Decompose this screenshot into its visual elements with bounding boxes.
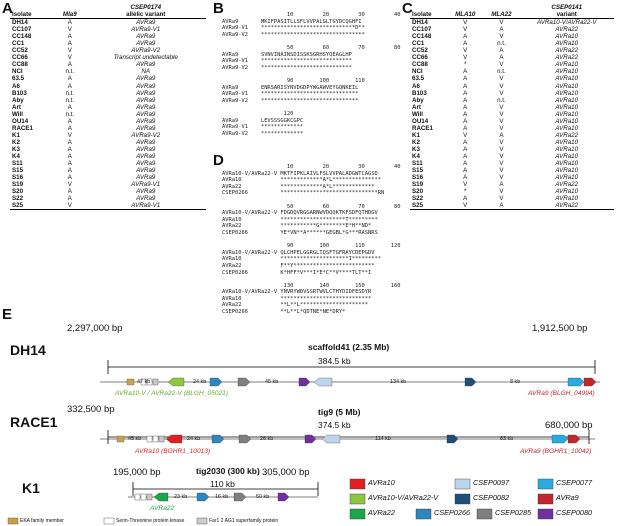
- mla10-cell: A: [463, 160, 468, 168]
- mla9-cell: A: [67, 117, 72, 125]
- dh14-left-bp: 2,297,000 bp: [67, 323, 123, 334]
- dh14-gap-2: 24 kb: [193, 379, 207, 385]
- isolate-cell: RACE1: [412, 124, 433, 132]
- isolate-cell: S19: [12, 181, 24, 189]
- variant-cell: AVRa22: [555, 26, 579, 34]
- isolate-cell: S15: [412, 167, 424, 175]
- mla10-cell: V: [463, 19, 468, 27]
- isolate-cell: CC66: [412, 54, 428, 62]
- variant-cell: AVRa9: [136, 117, 156, 125]
- mla22-cell: V: [499, 195, 504, 203]
- mla10-cell: A: [463, 167, 468, 175]
- variant-cell: AVRa9: [136, 19, 156, 27]
- mla22-cell: A: [483, 202, 519, 210]
- mla9-cell: A: [67, 145, 72, 153]
- isolate-cell: Art: [12, 103, 21, 111]
- mla22-cell: A: [499, 26, 504, 34]
- variant-cell: AVRa9: [136, 61, 156, 69]
- race1-scaffold: tig9 (5 Mb): [318, 407, 361, 417]
- panel-letter-e: E: [2, 306, 13, 323]
- variant-cell: AVRa9: [136, 40, 156, 48]
- isolate-cell: Art: [412, 103, 421, 111]
- isolate-cell: B103: [412, 89, 427, 97]
- legend-label: CSEP0266: [434, 508, 471, 517]
- legend-label: CSEP0080: [556, 508, 593, 517]
- variant-cell: AVRa10: [555, 110, 579, 118]
- dh14-eka-icon: [127, 379, 134, 385]
- k1-avra22-gene-icon: [154, 493, 168, 501]
- legend-swatch: [416, 509, 431, 519]
- isolate-cell: CC52: [12, 47, 28, 55]
- legend-swatch: [455, 479, 470, 489]
- mla10-cell: V: [463, 131, 468, 139]
- dh14-csep0285-gene-icon: [238, 378, 250, 386]
- mla10-cell: *: [464, 61, 467, 69]
- mla9-cell: V: [67, 131, 72, 139]
- legend-small-swatch: [104, 518, 114, 524]
- mla9-cell: A: [67, 124, 72, 132]
- k1-csep0080-gene-icon: [278, 493, 289, 501]
- variant-cell: AVRa9-V1: [86, 202, 207, 210]
- panel-letter-d: D: [213, 152, 224, 169]
- race1-right-bp: 680,000 bp: [545, 420, 593, 431]
- mla10-cell: A: [463, 110, 468, 118]
- isolate-cell: K1: [12, 131, 20, 139]
- race1-far1-icon: [159, 436, 164, 442]
- dh14-right-bp: 1,912,500 bp: [532, 323, 588, 334]
- table-a-header-mla9: Mla9: [54, 4, 85, 19]
- mla9-cell: n.t.: [65, 96, 75, 104]
- variant-cell: AVRa22: [519, 202, 614, 210]
- mla22-cell: V: [499, 152, 504, 160]
- dh14-span: 384.5 kb: [318, 356, 351, 366]
- isolate-cell: CC148: [412, 33, 432, 41]
- mla22-cell: n.t.: [497, 96, 506, 104]
- mla22-cell: V: [499, 145, 504, 153]
- race1-label-left: AVRa10 (BGHR1_10013): [135, 448, 211, 455]
- mla10-cell: A: [463, 195, 468, 203]
- mla22-cell: V: [499, 160, 504, 168]
- variant-cell: AVRa10: [555, 96, 579, 104]
- isolate-cell: S22: [412, 195, 424, 203]
- mla22-cell: V: [499, 167, 504, 175]
- isolate-cell: Will: [12, 110, 23, 118]
- k1-gap-2: 16 kb: [215, 494, 229, 500]
- mla22-cell: V: [499, 117, 504, 125]
- isolate-cell: CC107: [412, 26, 432, 34]
- mla10-cell: *: [464, 188, 467, 196]
- mla10-cell: A: [463, 40, 468, 48]
- isolate-cell: Aby: [412, 96, 424, 104]
- variant-cell: AVRa9: [136, 124, 156, 132]
- mla9-cell: A: [67, 19, 72, 27]
- variant-cell: AVRa9: [136, 33, 156, 41]
- race1-kinase-icon: [153, 436, 158, 442]
- mla9-cell: V: [67, 181, 72, 189]
- mla10-cell: A: [463, 82, 468, 90]
- race1-csep0077-gene-icon: [552, 435, 568, 443]
- mla9-cell: V: [67, 26, 72, 34]
- legend-swatch: [350, 509, 365, 519]
- isolate-cell: CC148: [12, 33, 32, 41]
- mla10-cell: V: [447, 202, 483, 210]
- k1-kinase-icon: [135, 494, 140, 500]
- isolate-cell: Will: [412, 110, 423, 118]
- variant-cell: AVRa9: [136, 103, 156, 111]
- dh14-csep0266-gene-icon: [210, 378, 222, 386]
- race1-gap-5: 83 kb: [500, 436, 514, 442]
- variant-cell: AVRa9-V1: [131, 181, 161, 189]
- k1-gap-1: 23 kb: [174, 494, 188, 500]
- race1-csep0097-gene-icon: [322, 435, 340, 443]
- mla10-cell: A: [463, 124, 468, 132]
- legend-swatch: [477, 509, 492, 519]
- dh14-gap-3: 45 kb: [265, 379, 279, 385]
- race1-title: RACE1: [10, 414, 58, 430]
- variant-cell: AVRa9: [136, 167, 156, 175]
- variant-cell: AVRa9: [136, 89, 156, 97]
- mla9-cell: A: [67, 61, 72, 69]
- mla22-cell: V: [499, 19, 504, 27]
- isolate-cell: 63.5: [412, 75, 425, 83]
- race1-csep0266-gene-icon: [212, 435, 224, 443]
- isolate-cell: K3: [12, 145, 20, 153]
- variant-cell: AVRa10: [555, 40, 579, 48]
- mla22-cell: V: [499, 82, 504, 90]
- mla9-cell: V: [67, 47, 72, 55]
- table-c-header-csep: CSEP0141: [551, 4, 583, 11]
- legend-label: AVRa10: [368, 478, 395, 487]
- mla10-cell: A: [463, 174, 468, 182]
- isolate-cell: K2: [12, 138, 20, 146]
- isolate-cell: S25: [410, 202, 447, 210]
- isolate-cell: K3: [412, 145, 420, 153]
- mla10-cell: A: [463, 75, 468, 83]
- mla9-cell: n.t.: [65, 68, 75, 76]
- variant-cell: AVRa9: [136, 138, 156, 146]
- isolate-cell: K4: [412, 152, 420, 160]
- variant-cell: AVRa10: [555, 82, 579, 90]
- variant-cell: AVRa9-V2: [131, 47, 161, 55]
- legend-label: AVRa22: [368, 508, 395, 517]
- race1-left-bp: 332,500 bp: [67, 404, 115, 415]
- dh14-avra10v-gene-icon: [168, 378, 184, 386]
- mla9-cell: A: [67, 195, 72, 203]
- variant-cell: AVRa9: [136, 96, 156, 104]
- isolate-cell: S16: [12, 174, 24, 182]
- isolate-cell: Aby: [12, 96, 24, 104]
- variant-cell: AVRa10: [555, 75, 579, 83]
- mla22-cell: A: [499, 47, 504, 55]
- variant-cell: AVRa10: [555, 103, 579, 111]
- table-c-header-mla22: MLA22: [483, 4, 519, 19]
- legend-small-swatch: [197, 518, 207, 524]
- dh14-label-right: AVRa9 (BLGH_04994): [528, 390, 595, 397]
- table-c-header-variant: variant: [519, 11, 614, 19]
- mla10-cell: A: [463, 138, 468, 146]
- variant-cell: AVRa10: [555, 195, 579, 203]
- isolate-cell: DH14: [412, 19, 428, 27]
- legend-swatch: [538, 509, 553, 519]
- legend-small-label: Far1 2 AG1 superfamily protein: [209, 517, 279, 524]
- isolate-cell: OU14: [412, 117, 429, 125]
- mla22-cell: A: [499, 181, 504, 189]
- dh14-csep0077-gene-icon: [568, 378, 584, 386]
- mla9-cell: A: [67, 188, 72, 196]
- dh14-scaffold: scaffold41 (2.35 Mb): [308, 342, 390, 352]
- panel-letter-c: C: [402, 0, 413, 17]
- dh14-far1-icon: [153, 379, 158, 385]
- variant-cell: AVRa10: [555, 68, 579, 76]
- mla22-cell: V: [499, 110, 504, 118]
- isolate-cell: K2: [412, 138, 420, 146]
- mla22-cell: V: [499, 174, 504, 182]
- isolate-cell: CC88: [412, 61, 428, 69]
- race1-gap-3: 26 kb: [260, 436, 274, 442]
- legend-small-label: EKA family member: [20, 517, 64, 524]
- isolate-cell: S11: [12, 160, 23, 168]
- race1-avra9-gene-icon: [568, 435, 580, 443]
- table-c-header-mla10: MLA10: [447, 4, 483, 19]
- race1-avra10-gene-icon: [166, 435, 182, 443]
- isolate-cell: S22: [12, 195, 24, 203]
- variant-cell: AVRa9: [136, 195, 156, 203]
- mla9-cell: A: [67, 138, 72, 146]
- mla10-cell: A: [463, 117, 468, 125]
- mla22-cell: n.t.: [497, 68, 506, 76]
- variant-cell: AVRa10: [555, 160, 579, 168]
- variant-cell: AVRa9: [136, 82, 156, 90]
- race1-kinase-icon: [147, 436, 152, 442]
- table-c-header-isolate: Isolate: [410, 4, 447, 19]
- k1-csep0266-gene-icon: [197, 493, 209, 501]
- dh14-csep0080-gene-icon: [299, 378, 310, 386]
- mla22-cell: V: [499, 188, 504, 196]
- variant-cell: AVRa10: [555, 188, 579, 196]
- variant-cell: Transcript undetectable: [113, 54, 178, 62]
- panel-letter-a: A: [2, 0, 13, 17]
- isolate-cell: RACE1: [12, 124, 33, 132]
- dh14-title: DH14: [10, 342, 46, 358]
- mla9-cell: V: [54, 202, 85, 210]
- mla22-cell: V: [499, 103, 504, 111]
- race1-gap-1: 45 kb: [128, 436, 142, 442]
- race1-label-right: AVRa9 (BGHR1_10042): [520, 448, 592, 455]
- mla10-cell: A: [463, 33, 468, 41]
- k1-kinase-icon: [141, 494, 146, 500]
- variant-cell: AVRa10: [555, 61, 579, 69]
- race1-gap-4: 114 kb: [375, 436, 391, 442]
- isolate-cell: 63.5: [12, 75, 25, 83]
- mla22-cell: A: [499, 54, 504, 62]
- variant-cell: AVRa9: [136, 188, 156, 196]
- dh14-gap-4: 134 kb: [390, 379, 407, 385]
- isolate-cell: S16: [412, 174, 424, 182]
- dh14-gap-1: 47 kb: [137, 379, 151, 385]
- variant-cell: AVRa9: [136, 75, 156, 83]
- isolate-cell: S19: [412, 181, 424, 189]
- alignment-d: 10 20 30 40 AVRa10-V/AVRa22-V MKTFIPKLAIVLFSLVVPALADGWTCAGSD AVRa10 *************A*L*************** AVRa22 *************A*L************* CSEP0266 ******************************RN 50 60 70 80 AVRa10-V/AVRa22-V FDGDQVRGGARNWVDQQKTKFSDFQTHDGV AVRa10 ********************T********* AVRa22 ***********G********E*H**ND* CSEP0266 YE*VN**A******GEGBL*G***RASNRS 90 100 110 120 AVRa10-V/AVRa22-V QLCHPELGGRGLTQSFTGFRAYCDEPGDV AVRa10 *********************I********* AVRa22 F**Y************************* CSEP0266 K*HFF*V***I*E*C**V****TLT**I 130 140 150 160 AVRa10-V/AVRa22-V YNVRYWDVSSRTWVLCTHYDIDFESDYR AVRa10 **************************** AVRa22 **L**L********************* CSEP0266 **L**L*QDTNE*NE*DRY*: [222, 164, 401, 316]
- panel-letter-b: B: [213, 0, 224, 17]
- isolate-cell: DH14: [12, 19, 28, 27]
- isolate-cell: CC1: [412, 40, 425, 48]
- variant-cell: AVRa10: [555, 145, 579, 153]
- mla9-cell: n.t.: [65, 89, 75, 97]
- isolate-cell: S20: [412, 188, 424, 196]
- mla10-cell: V: [463, 26, 468, 34]
- variant-cell: AVRa9-V2: [131, 131, 161, 139]
- legend-swatch: [455, 494, 470, 504]
- table-a-header-isolate: Isolate: [10, 4, 54, 19]
- mla9-cell: A: [67, 167, 72, 175]
- isolate-cell: A6: [412, 82, 420, 90]
- legend-swatch: [350, 479, 365, 489]
- race1-csep0285-gene-icon: [239, 435, 251, 443]
- k1-gap-3: 50 kb: [256, 494, 270, 500]
- variant-cell: AVRa22: [555, 131, 579, 139]
- mla22-cell: V: [499, 124, 504, 132]
- k1-csep0285-gene-icon: [234, 493, 246, 501]
- mla10-cell: V: [463, 47, 468, 55]
- mla9-cell: A: [67, 152, 72, 160]
- variant-cell: AVRa10: [555, 124, 579, 132]
- mla22-cell: V: [499, 61, 504, 69]
- mla22-cell: V: [499, 89, 504, 97]
- legend-swatches: [8, 479, 553, 524]
- variant-cell: AVRa10: [555, 152, 579, 160]
- race1-gap-2: 24 kb: [187, 436, 201, 442]
- legend-label: CSEP0097: [473, 478, 510, 487]
- variant-cell: AVRa9: [136, 160, 156, 168]
- variant-cell: AVRa10: [555, 167, 579, 175]
- mla22-cell: n.t.: [497, 40, 506, 48]
- isolate-cell: A6: [12, 82, 20, 90]
- isolate-cell: CC66: [12, 54, 28, 62]
- dh14-label-left: AVRa10-V / AVRa22-V (BLGH_05021): [115, 390, 229, 397]
- legend-label: CSEP0285: [495, 508, 532, 517]
- dh14-avra9-gene-icon: [584, 378, 596, 386]
- variant-cell: AVRa9: [136, 145, 156, 153]
- isolate-cell: NCI: [12, 68, 23, 76]
- isolate-cell: CC107: [12, 26, 32, 34]
- variant-cell: AVRa10: [555, 117, 579, 125]
- table-a-header-variant: allelic variant: [86, 11, 207, 19]
- mla9-cell: A: [67, 103, 72, 111]
- legend-label: AVRa10-V/AVRa22-V: [368, 493, 439, 502]
- variant-cell: AVRa10: [555, 89, 579, 97]
- mla9-cell: n.t.: [65, 110, 75, 118]
- isolate-cell: B103: [12, 89, 27, 97]
- variant-cell: AVRa22: [555, 54, 579, 62]
- isolate-cell: CC1: [12, 40, 25, 48]
- isolate-cell: CC52: [412, 47, 428, 55]
- mla9-cell: A: [67, 174, 72, 182]
- mla9-cell: A: [67, 160, 72, 168]
- variant-cell: AVRa9: [136, 174, 156, 182]
- isolate-cell: CC88: [12, 61, 28, 69]
- isolate-cell: K1: [412, 131, 420, 139]
- mla9-cell: V: [67, 54, 72, 62]
- legend-small-swatch: [8, 518, 18, 524]
- dh14-csep0082-gene-icon: [465, 378, 476, 386]
- race1-csep0080-gene-icon: [305, 435, 316, 443]
- mla10-cell: A: [463, 103, 468, 111]
- k1-scaffold: tig2030 (300 kb): [196, 466, 260, 476]
- legend-swatch: [538, 494, 553, 504]
- dh14-csep0097-gene-icon: [314, 378, 332, 386]
- variant-cell: AVRa9-V1: [131, 26, 161, 34]
- mla22-cell: V: [499, 138, 504, 146]
- variant-cell: AVRa22: [555, 181, 579, 189]
- k1-label-left: AVRa22: [150, 505, 175, 512]
- mla22-cell: V: [499, 33, 504, 41]
- variant-cell: AVRa10: [555, 138, 579, 146]
- k1-left-bp: 195,000 bp: [113, 467, 161, 478]
- mla10-cell: A: [463, 68, 468, 76]
- isolate-cell: S25: [10, 202, 54, 210]
- legend-label: CSEP0082: [473, 493, 510, 502]
- k1-span: 110 kb: [210, 479, 235, 489]
- legend-label: AVRa9: [556, 493, 579, 502]
- legend-small-label: Serin-Threonine protein kinase: [116, 517, 185, 524]
- race1-span: 374.5 kb: [318, 420, 351, 430]
- isolate-cell: S11: [412, 160, 423, 168]
- mla10-cell: V: [463, 181, 468, 189]
- variant-cell: NA: [141, 68, 151, 76]
- legend-swatch: [538, 479, 553, 489]
- mla22-cell: A: [499, 131, 504, 139]
- k1-right-bp: 305,000 bp: [262, 467, 310, 478]
- variant-cell: AVRa22: [555, 47, 579, 55]
- mla9-cell: A: [67, 40, 72, 48]
- race1-csep0082-gene-icon: [447, 435, 458, 443]
- k1-far1-icon: [147, 494, 152, 500]
- isolate-cell: K4: [12, 152, 20, 160]
- legend-label: CSEP0077: [556, 478, 593, 487]
- variant-cell: AVRa10: [555, 33, 579, 41]
- mla10-cell: A: [463, 96, 468, 104]
- isolate-cell: S15: [12, 167, 24, 175]
- legend-swatch: [350, 494, 365, 504]
- variant-cell: AVRa9: [136, 110, 156, 118]
- mla22-cell: V: [499, 75, 504, 83]
- mla9-cell: A: [67, 82, 72, 90]
- table-a-header-csep: CSEP0174: [130, 4, 162, 11]
- dh14-gap-5: 8 kb: [510, 379, 521, 385]
- mla9-cell: A: [67, 33, 72, 41]
- isolate-cell: NCI: [412, 68, 423, 76]
- variant-cell: AVRa9: [136, 152, 156, 160]
- mla10-cell: A: [463, 152, 468, 160]
- race1-eka-icon: [117, 436, 124, 442]
- mla10-cell: V: [463, 54, 468, 62]
- k1-title: K1: [22, 480, 40, 496]
- isolate-cell: S20: [12, 188, 24, 196]
- mla10-cell: A: [463, 145, 468, 153]
- variant-cell: AVRa10: [555, 174, 579, 182]
- variant-cell: AVRa10-V/AVRa22-V: [536, 19, 597, 27]
- isolate-cell: OU14: [12, 117, 29, 125]
- alignment-b: 10 20 30 40 AVRa9 MKIFPASITLLSFLVVPALGLTGYDCQGHFI AVRa9-V1 *****************************D** AVRa9-V2 ******************************** 50 60 70 80 AVRa9 SVNVINAINSDISSKSGRHSYQEAGLHP AVRa9-V1 **************************** AVRa9-V2 **************************** 90 100 110 AVRa9 ENRSARISYNVDGDPYWGAWVEYGQNKEIL AVRa9-V1 ****************************** AVRa9-V2 ****************************** 120 AVRa9 LEVSSSGGKCGPC AVRa9-V1 ************* AVRa9-V2 *************: [222, 12, 401, 137]
- mla10-cell: A: [463, 89, 468, 97]
- mla9-cell: A: [67, 75, 72, 83]
